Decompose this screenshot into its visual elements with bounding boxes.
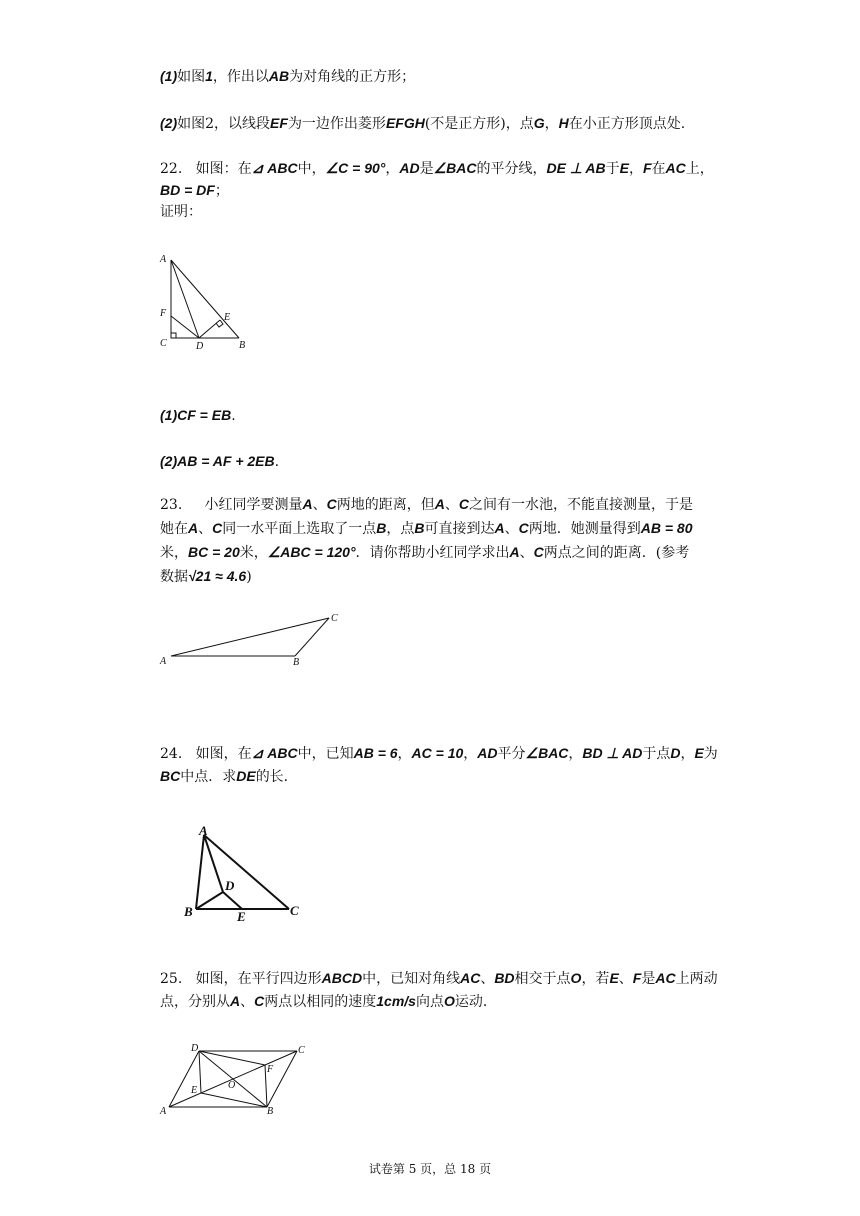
q24-ad: AD — [477, 745, 498, 761]
q21-part2-seg: EF — [270, 115, 288, 131]
question-number: 23. — [160, 497, 183, 513]
q25-l2-e: 运动． — [454, 994, 497, 1010]
q22-label-d: D — [196, 341, 204, 352]
q24-line1 — [160, 743, 718, 764]
q25-l1-e: ，若 — [581, 971, 610, 987]
q25-l1-f: 、 — [618, 971, 633, 987]
q24-seg-ab — [196, 835, 204, 909]
question-number: 25. — [160, 971, 183, 987]
q25-label-a: A — [160, 1106, 167, 1117]
q22-text-c: ， — [385, 161, 400, 177]
q22-right-angle-c — [171, 333, 176, 338]
q23-l2-e: 可直接到达 — [424, 521, 495, 537]
q25-label-c: C — [298, 1045, 305, 1056]
q23-l2-f: 、 — [504, 521, 519, 537]
q23-line1 — [160, 494, 693, 515]
q23-l2-B2: B — [414, 520, 425, 536]
q22-seg-de — [199, 320, 220, 338]
q22-figure — [155, 250, 255, 355]
q24-label-c: C — [290, 903, 299, 918]
q21-part2-h: H — [558, 115, 569, 131]
q23-seg-ac — [171, 618, 329, 656]
q22-part2-expr: (2)AB = AF + 2EB — [160, 453, 275, 469]
q23-l1-A: A — [302, 496, 313, 512]
q22-ad: AD — [399, 160, 420, 176]
q22-bac: ∠BAC — [433, 160, 477, 176]
q22-part1 — [160, 405, 236, 426]
q22-seg-ab — [171, 260, 239, 338]
q24-tri: ⊿ ABC — [251, 745, 298, 761]
q23-l1-e: 之间有一水池，不能直接测量，于是 — [469, 497, 694, 513]
q23-l1-c: 两地的距离，但 — [336, 497, 435, 513]
q25-l2-b: 、 — [240, 994, 255, 1010]
q23-l3-e: 两点之间的距离．(参考 — [543, 545, 690, 561]
q22-text-d: 是 — [419, 161, 434, 177]
q25-o2: O — [443, 993, 455, 1009]
q22-tri: ⊿ ABC — [251, 160, 298, 176]
q21-part1-text-c: 为对角线的正方形； — [289, 69, 416, 85]
q25-f: F — [632, 970, 642, 986]
q21-part2-shape: EFGH — [385, 115, 425, 131]
q23-l3-angle: ∠ABC = 120° — [267, 544, 356, 560]
q25-label-b: B — [267, 1106, 274, 1117]
q24-ac: AC = 10 — [411, 745, 464, 761]
q24-label-a: A — [199, 823, 208, 838]
q25-abcd: ABCD — [321, 970, 363, 986]
q25-seg-eb — [201, 1093, 267, 1107]
q23-line4 — [160, 566, 252, 587]
q23-l4-math: √21 ≈ 4.6 — [188, 568, 247, 584]
q22-perp: DE ⊥ AB — [546, 160, 606, 176]
q24-l1-a: 如图，在 — [195, 746, 252, 762]
q25-speed: 1cm/s — [376, 993, 416, 1009]
q24-l1-g: 于点 — [642, 746, 671, 762]
q21-part2-text-c: (不是正方形)，点 — [424, 116, 534, 132]
q22-text-h: 在 — [651, 161, 666, 177]
q23-l3-c: ．请你帮助小红同学求出 — [355, 545, 510, 561]
q21-part1-text-b: ，作出以 — [212, 69, 269, 85]
q24-l2-de: DE — [236, 768, 256, 784]
question-number: 22. — [160, 161, 183, 177]
q25-c: C — [254, 993, 265, 1009]
q22-text: 如图：在 — [195, 161, 252, 177]
q21-part2 — [160, 113, 685, 134]
q21-part1-fig: 1 — [205, 68, 213, 84]
q21-part2-g: G — [533, 115, 545, 131]
q21-part2-text-b: 为一边作出菱形 — [287, 116, 386, 132]
q24-seg-de — [223, 892, 242, 909]
q22-line1 — [160, 158, 714, 179]
q25-seg-bd — [199, 1051, 267, 1107]
q22-ac: AC — [665, 160, 686, 176]
q22-part2 — [160, 451, 279, 472]
q24-label-b: B — [184, 904, 193, 919]
q23-l3-bc: BC = 20 — [188, 544, 240, 560]
q23-l1-C2: C — [458, 496, 470, 512]
q23-l2-A2: A — [494, 520, 505, 536]
q25-l1-c: 、 — [480, 971, 495, 987]
q23-figure — [155, 610, 345, 670]
q23-l2-g: 两地．她测量得到 — [528, 521, 641, 537]
q22-prove — [160, 202, 202, 222]
q21-part2-text-d: 在小正方形顶点处. — [568, 116, 686, 132]
q23-l3-A: A — [509, 544, 520, 560]
q25-ac: AC — [460, 970, 481, 986]
q23-l1-a: 小红同学要测量 — [204, 497, 303, 513]
q25-bd: BD — [494, 970, 515, 986]
q23-l2-a: 她在 — [160, 521, 188, 537]
q23-l1-b: 、 — [312, 497, 327, 513]
q23-l2-ab: AB = 80 — [640, 520, 693, 536]
q24-l1-d: ， — [463, 746, 478, 762]
q23-l1-C: C — [326, 496, 337, 512]
q24-l1-c: ， — [397, 746, 412, 762]
q22-text-g: ， — [628, 161, 643, 177]
q23-label-b: B — [293, 657, 300, 668]
q25-label-d: D — [191, 1043, 199, 1054]
q22-label-e: E — [224, 312, 231, 323]
q22-bd-df: BD = DF — [160, 182, 215, 198]
question-number: 24. — [160, 746, 183, 762]
q25-seg-bc — [267, 1051, 297, 1107]
q23-l3-d: 、 — [519, 545, 534, 561]
q25-ac2: AC — [655, 970, 676, 986]
q25-line1 — [160, 968, 718, 989]
q23-l1-A2: A — [434, 496, 445, 512]
q24-l2-a: 中点．求 — [180, 769, 237, 785]
q25-seg-df — [199, 1051, 265, 1065]
q21-part1-text: 如图 — [177, 69, 206, 85]
q22-angle: ∠C = 90° — [325, 160, 386, 176]
q24-e: E — [694, 745, 704, 761]
q21-part1 — [160, 66, 415, 87]
q22-label-a: A — [160, 254, 167, 265]
q24-perp: BD ⊥ AD — [582, 745, 643, 761]
q23-l3-b: 米， — [239, 545, 268, 561]
q23-l2-C: C — [212, 520, 223, 536]
q21-part2-comma: ， — [544, 116, 559, 132]
q22-label-b: B — [239, 340, 246, 351]
q25-label-e: E — [191, 1085, 198, 1096]
q22-seg-ad — [171, 260, 199, 338]
q25-l2-d: 向点 — [415, 994, 444, 1010]
q22-f: F — [642, 160, 652, 176]
q24-l2-b: 的长． — [255, 769, 298, 785]
q22-label-f: F — [160, 308, 167, 319]
q21-part2-prefix: (2) — [160, 115, 178, 131]
q22-label-c: C — [160, 338, 167, 349]
q23-l3-C: C — [533, 544, 544, 560]
q23-line2 — [160, 518, 693, 539]
q23-l3-a: 米， — [160, 545, 188, 561]
q24-seg-bd — [196, 892, 223, 909]
q23-seg-bc — [295, 618, 329, 656]
q22-part2-end: . — [274, 454, 280, 470]
q23-l1-d: 、 — [444, 497, 459, 513]
q23-l2-b: 、 — [198, 521, 213, 537]
q25-a: A — [230, 993, 241, 1009]
q23-l2-A: A — [188, 520, 199, 536]
q22-prove-text: 证明： — [160, 204, 202, 220]
q24-l1-i: 为 — [703, 746, 718, 762]
q24-l1-b: 中，已知 — [297, 746, 354, 762]
q24-l2-bc: BC — [160, 768, 181, 784]
q25-l1-h: 上两动 — [675, 971, 718, 987]
page-footer: 试卷第 5 页，总 18 页 — [368, 1162, 492, 1176]
q23-l2-C2: C — [518, 520, 529, 536]
q25-line2 — [160, 991, 497, 1012]
q24-l1-f: ， — [568, 746, 583, 762]
q22-text-b: 中， — [297, 161, 326, 177]
q25-e: E — [609, 970, 619, 986]
q23-line3 — [160, 542, 689, 563]
q23-label-c: C — [331, 613, 338, 624]
q21-part2-text: 如图2，以线段 — [177, 116, 271, 132]
q24-label-d: D — [225, 878, 235, 893]
q24-d: D — [670, 745, 681, 761]
q23-l2-d: ，点 — [386, 521, 415, 537]
q25-o: O — [570, 970, 582, 986]
q21-part1-seg: AB — [268, 68, 290, 84]
q24-bac: ∠BAC — [525, 745, 569, 761]
q25-l1-b: 中，已知对角线 — [362, 971, 461, 987]
q25-label-o: O — [228, 1080, 236, 1091]
q22-line2-end: ； — [214, 183, 229, 199]
q25-l1-g: 是 — [641, 971, 656, 987]
q25-l2-a: 点，分别从 — [160, 994, 230, 1010]
q23-l2-c: 同一水平面上选取了一点 — [222, 521, 377, 537]
q22-text-i: 上， — [685, 161, 714, 177]
q22-line2 — [160, 180, 229, 201]
q24-line2 — [160, 766, 298, 787]
q24-l1-h: ， — [680, 746, 695, 762]
q22-e: E — [619, 160, 629, 176]
q25-label-f: F — [267, 1064, 274, 1075]
q25-l1-a: 如图，在平行四边形 — [195, 971, 322, 987]
q24-l1-e: 平分 — [497, 746, 526, 762]
q25-figure — [155, 1038, 315, 1120]
q22-part1-expr: (1)CF = EB — [160, 407, 232, 423]
q25-seg-da — [169, 1051, 199, 1107]
q23-label-a: A — [160, 656, 167, 667]
q25-l2-c: 两点以相同的速度 — [264, 994, 377, 1010]
q25-seg-de — [199, 1051, 201, 1093]
q25-l1-d: 相交于点 — [514, 971, 571, 987]
q22-text-e: 的平分线， — [476, 161, 547, 177]
q23-l4-b: ) — [246, 569, 252, 585]
q23-l4-a: 数据 — [160, 569, 188, 585]
q21-part1-prefix: (1) — [160, 68, 178, 84]
q24-label-e: E — [237, 909, 246, 924]
q23-l2-B: B — [376, 520, 387, 536]
q24-figure — [175, 818, 310, 928]
q22-text-f: 于 — [605, 161, 620, 177]
q24-ab: AB = 6 — [353, 745, 398, 761]
q22-part1-end: . — [231, 408, 236, 424]
